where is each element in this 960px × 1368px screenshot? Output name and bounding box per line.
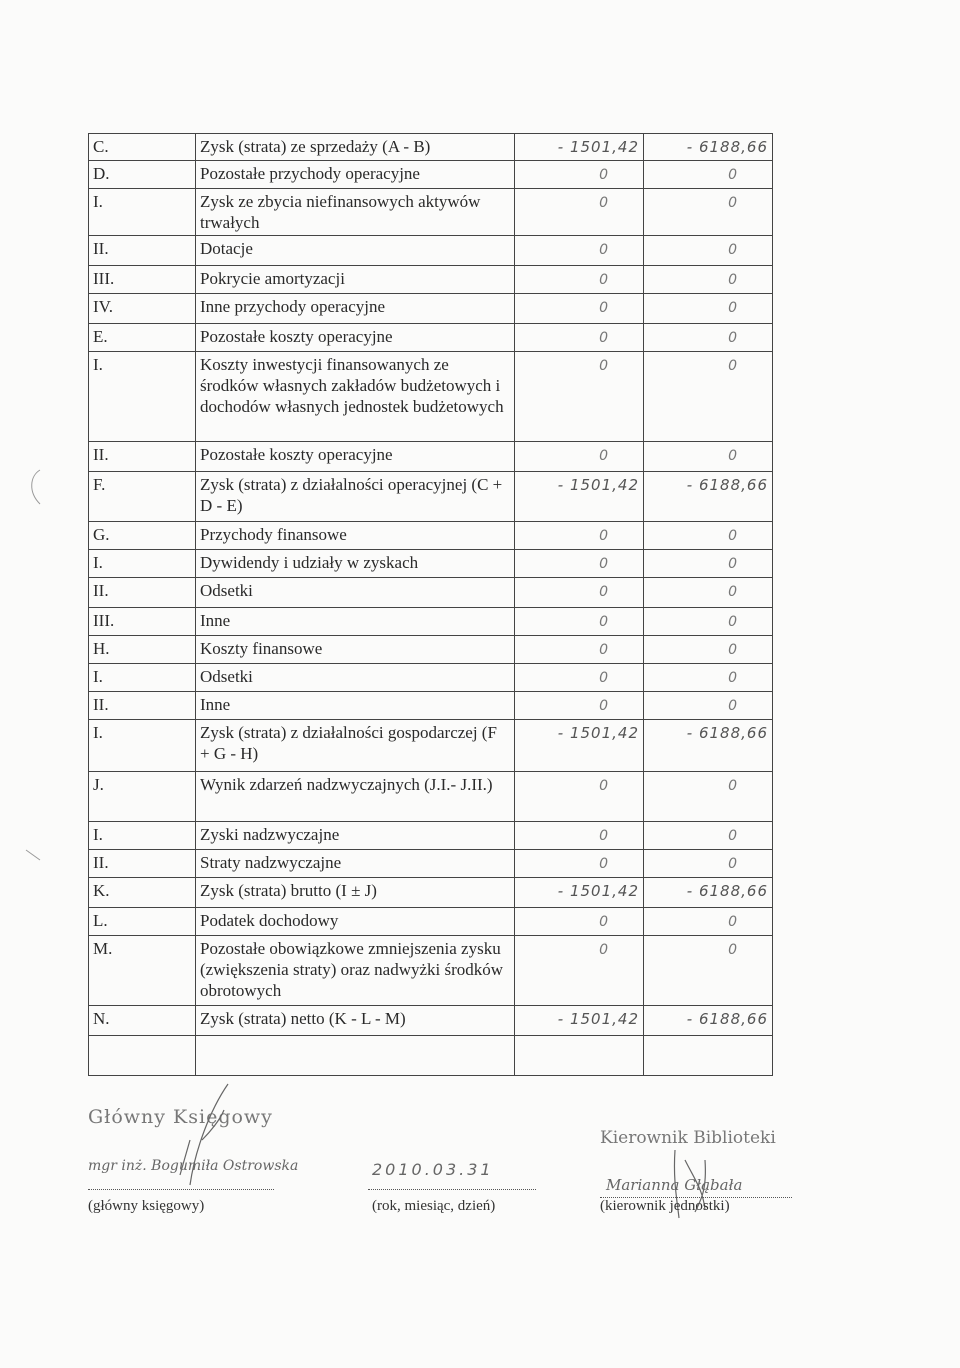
row-value-current [515,692,644,720]
row-value-current [515,908,644,936]
row-label: Zysk (strata) z działalności operacyjnej (C + D - E) [196,472,515,522]
row-label: Inne przychody operacyjne [196,294,515,324]
handwritten-value: 0 [728,300,738,316]
handwritten-value: 0 [599,167,609,183]
row-code: III. [89,608,196,636]
row-value-current [515,822,644,850]
handwritten-value: 0 [599,614,609,630]
row-value-current [515,550,644,578]
row-value-previous [644,266,773,294]
handwritten-value: 0 [599,670,609,686]
row-label [196,1036,515,1076]
row-value-previous [644,134,773,161]
handwritten-value: 0 [599,942,609,958]
row-value-previous [644,772,773,822]
library-manager-name: Marianna Głąbała [606,1176,743,1194]
table-row [89,324,773,352]
table-row [89,578,773,608]
handwritten-value: 0 [599,698,609,714]
row-code: II. [89,578,196,608]
handwritten-value: 0 [599,856,609,872]
handwritten-value: - 1501,42 [557,882,639,900]
row-code: I. [89,352,196,442]
row-value-current [515,352,644,442]
row-label: Pozostałe koszty operacyjne [196,442,515,472]
margin-bracket-icon [22,468,42,508]
library-manager-stamp: Kierownik Biblioteki [600,1128,776,1148]
row-value-previous [644,189,773,236]
row-label: Wynik zdarzeń nadzwyczajnych (J.I.- J.II.) [196,772,515,822]
row-value-previous [644,908,773,936]
table-row [89,850,773,878]
row-value-current [515,608,644,636]
handwritten-value: 0 [728,330,738,346]
table-row [89,442,773,472]
handwritten-value: - 6188,66 [686,138,768,156]
chief-accountant-stamp: Główny Księgowy [88,1106,273,1128]
row-label: Zysk (strata) ze sprzedaży (A - B) [196,134,515,161]
handwritten-value: 0 [728,942,738,958]
row-value-current [515,324,644,352]
table-row [89,692,773,720]
row-code: E. [89,324,196,352]
handwritten-value: - 1501,42 [557,1010,639,1028]
handwritten-value: - 6188,66 [686,882,768,900]
row-value-previous [644,608,773,636]
row-label: Dywidendy i udziały w zyskach [196,550,515,578]
row-label: Przychody finansowe [196,522,515,550]
handwritten-value: 0 [599,242,609,258]
handwritten-value: 0 [599,778,609,794]
row-code [89,1036,196,1076]
handwritten-value: 0 [728,642,738,658]
row-value-current [515,772,644,822]
handwritten-value: 0 [728,698,738,714]
row-label: Zysk (strata) netto (K - L - M) [196,1006,515,1036]
row-label: Zyski nadzwyczajne [196,822,515,850]
row-value-previous [644,692,773,720]
row-code: N. [89,1006,196,1036]
handwritten-value: 0 [728,167,738,183]
row-value-previous [644,878,773,908]
row-value-current [515,1006,644,1036]
row-value-current [515,850,644,878]
handwritten-value: - 1501,42 [557,476,639,494]
row-label: Pozostałe przychody operacyjne [196,161,515,189]
income-statement-table [88,133,773,1076]
handwritten-value: 0 [728,242,738,258]
row-label: Podatek dochodowy [196,908,515,936]
row-value-previous [644,720,773,772]
row-value-previous [644,161,773,189]
handwritten-value: 0 [599,358,609,374]
row-code: I. [89,720,196,772]
row-value-current [515,936,644,1006]
row-value-previous [644,522,773,550]
table-row [89,878,773,908]
table-row [89,908,773,936]
handwritten-value: 0 [728,448,738,464]
row-code: III. [89,266,196,294]
row-label: Koszty finansowe [196,636,515,664]
row-value-current [515,134,644,161]
table-row [89,1006,773,1036]
row-value-previous [644,936,773,1006]
row-code: J. [89,772,196,822]
table-row [89,294,773,324]
handwritten-value: - 1501,42 [557,724,639,742]
row-label: Pozostałe koszty operacyjne [196,324,515,352]
handwritten-value: 0 [599,448,609,464]
handwritten-value: 0 [728,828,738,844]
handwritten-value: 0 [728,358,738,374]
handwritten-value: - 6188,66 [686,476,768,494]
row-code: I. [89,550,196,578]
row-code: I. [89,664,196,692]
row-value-previous [644,664,773,692]
table-row [89,636,773,664]
handwritten-value: 0 [599,642,609,658]
row-label: Odsetki [196,664,515,692]
row-value-current [515,236,644,266]
row-value-previous [644,236,773,266]
library-manager-caption: (kierownik jednostki) [600,1198,730,1214]
handwritten-value: 0 [599,195,609,211]
handwritten-value: 0 [599,828,609,844]
row-code: H. [89,636,196,664]
row-label: Inne [196,608,515,636]
row-label: Dotacje [196,236,515,266]
row-value-current [515,522,644,550]
row-value-current [515,878,644,908]
table-row [89,472,773,522]
row-value-current [515,578,644,608]
row-value-current [515,1036,644,1076]
row-code: G. [89,522,196,550]
table-row [89,664,773,692]
row-label: Odsetki [196,578,515,608]
handwritten-value: - 1501,42 [557,138,639,156]
handwritten-value: 0 [728,856,738,872]
row-value-current [515,161,644,189]
handwritten-value: - 6188,66 [686,724,768,742]
row-label: Pozostałe obowiązkowe zmniejszenia zysku (zwiększenia straty) oraz nadwyżki środków obrotowych [196,936,515,1006]
row-code: II. [89,236,196,266]
table-row [89,720,773,772]
row-code: II. [89,692,196,720]
row-value-current [515,189,644,236]
row-value-previous [644,550,773,578]
row-value-current [515,266,644,294]
table-row [89,936,773,1006]
table-row [89,772,773,822]
table-row [89,550,773,578]
handwritten-value: 0 [728,272,738,288]
row-value-previous [644,352,773,442]
handwritten-value: 0 [728,584,738,600]
row-code: M. [89,936,196,1006]
row-code: I. [89,822,196,850]
row-label: Zysk (strata) brutto (I ± J) [196,878,515,908]
row-label: Koszty inwestycji finansowanych ze środków własnych zakładów budżetowych i dochodów własnych jednostek budżetowych [196,352,515,442]
date-value: 2010.03.31 [372,1160,494,1179]
table-row [89,352,773,442]
row-value-previous [644,578,773,608]
handwritten-value: 0 [599,556,609,572]
handwritten-value: 0 [728,556,738,572]
table-row [89,134,773,161]
table-row [89,522,773,550]
handwritten-value: 0 [599,914,609,930]
row-value-previous [644,636,773,664]
table-row [89,822,773,850]
row-label: Inne [196,692,515,720]
handwritten-value: 0 [599,584,609,600]
row-code: F. [89,472,196,522]
row-code: C. [89,134,196,161]
row-label: Zysk (strata) z działalności gospodarczej (F + G - H) [196,720,515,772]
row-value-previous [644,1006,773,1036]
handwritten-value: - 6188,66 [686,1010,768,1028]
row-code: I. [89,189,196,236]
row-code: D. [89,161,196,189]
signature-footer [0,1080,960,1240]
handwritten-value: 0 [599,330,609,346]
row-code: II. [89,442,196,472]
row-value-previous [644,1036,773,1076]
table-row [89,236,773,266]
chief-accountant-name: mgr inż. Bogumiła Ostrowska [88,1158,299,1174]
row-label: Pokrycie amortyzacji [196,266,515,294]
chief-accountant-caption: (główny księgowy) [88,1198,205,1214]
margin-tick-icon [22,830,42,870]
handwritten-value: 0 [728,914,738,930]
table-row [89,189,773,236]
handwritten-value: 0 [728,670,738,686]
row-label: Straty nadzwyczajne [196,850,515,878]
chief-accountant-signature-line [88,1188,274,1190]
table-row [89,266,773,294]
row-value-current [515,472,644,522]
handwritten-value: 0 [728,195,738,211]
row-code: K. [89,878,196,908]
handwritten-value: 0 [599,528,609,544]
row-label: Zysk ze zbycia niefinansowych aktywów trwałych [196,189,515,236]
row-value-current [515,636,644,664]
row-code: L. [89,908,196,936]
table-body [89,134,773,1076]
row-code: IV. [89,294,196,324]
date-line [368,1188,536,1190]
table-row [89,1036,773,1076]
row-value-current [515,664,644,692]
handwritten-value: 0 [728,778,738,794]
handwritten-value: 0 [728,614,738,630]
date-caption: (rok, miesiąc, dzień) [372,1198,496,1214]
row-value-current [515,294,644,324]
handwritten-value: 0 [728,528,738,544]
row-value-current [515,720,644,772]
handwritten-value: 0 [599,272,609,288]
row-value-current [515,442,644,472]
row-value-previous [644,324,773,352]
row-value-previous [644,822,773,850]
row-code: II. [89,850,196,878]
handwritten-value: 0 [599,300,609,316]
table-row [89,608,773,636]
row-value-previous [644,442,773,472]
row-value-previous [644,850,773,878]
table-row [89,161,773,189]
row-value-previous [644,294,773,324]
row-value-previous [644,472,773,522]
